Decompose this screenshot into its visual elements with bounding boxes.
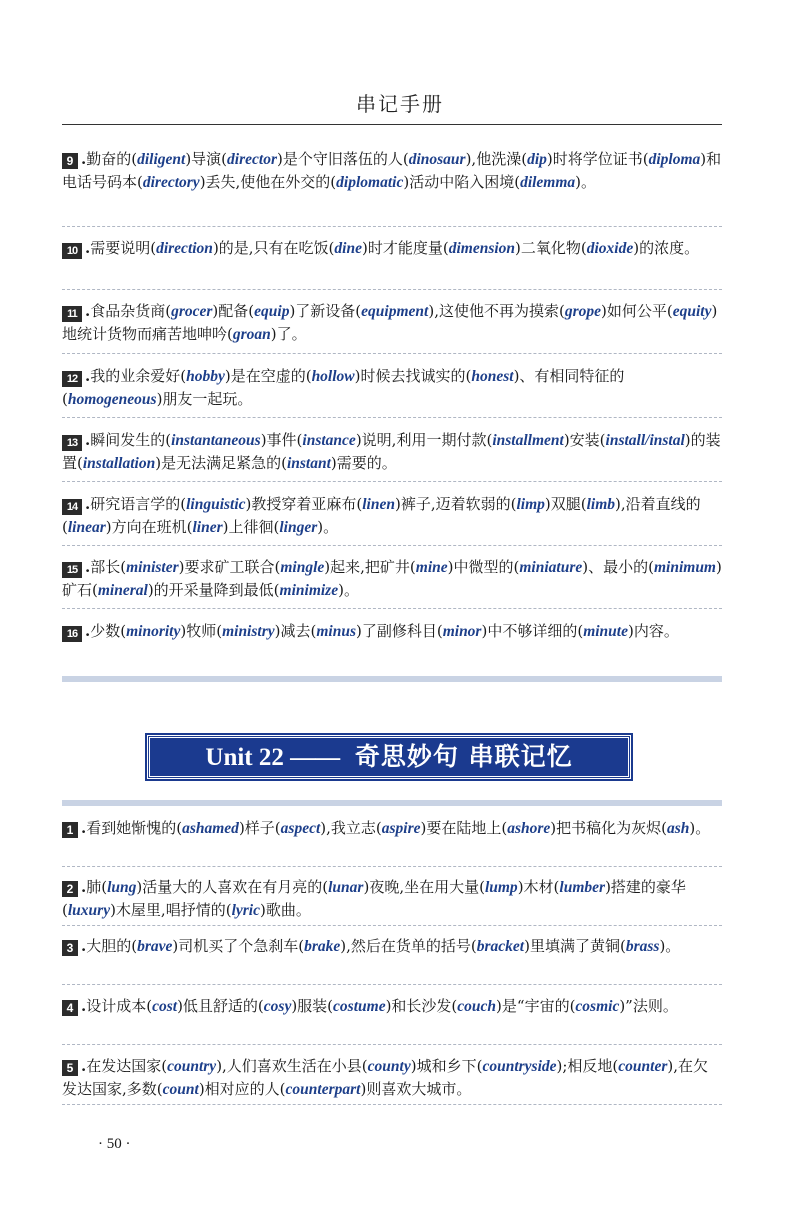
chinese-text: )要求矿工联合( xyxy=(178,558,281,576)
chinese-text: )导演( xyxy=(185,150,228,168)
english-word: equip xyxy=(254,303,290,320)
chinese-text: )夜晚,坐在用大量( xyxy=(363,878,485,896)
english-word: aspect xyxy=(280,820,321,837)
chinese-text: )是“宇宙的( xyxy=(496,997,576,1015)
chinese-text: 看到她惭愧的( xyxy=(86,819,183,837)
english-word: lung xyxy=(107,879,137,896)
item-number-dot: . xyxy=(81,150,87,168)
chinese-text: )上徘徊( xyxy=(222,518,280,536)
chinese-text: )是无法满足紧急的( xyxy=(155,454,287,472)
english-word: liner xyxy=(192,519,223,536)
item-number-dot: . xyxy=(81,819,87,837)
item-number-badge: 13 xyxy=(62,435,82,451)
english-word: instant xyxy=(286,455,331,472)
english-word: mingle xyxy=(280,559,325,576)
english-word: honest xyxy=(471,368,514,385)
item-divider xyxy=(62,866,722,867)
chinese-text: 食品杂货商( xyxy=(90,302,172,320)
undefined-item-13 xyxy=(62,429,722,475)
chinese-text: ),这使他不再为摸索( xyxy=(428,302,565,320)
chinese-text: )把书稿化为灰烬( xyxy=(550,819,668,837)
english-word: counter xyxy=(618,1058,668,1075)
chinese-text: )内容。 xyxy=(627,622,679,640)
item-number-dot: . xyxy=(81,937,87,955)
chinese-text: )是个守旧落伍的人( xyxy=(276,150,409,168)
english-word: installment xyxy=(492,432,564,449)
chinese-text: ),沿着直线的( xyxy=(62,495,701,536)
chinese-text: )是在空虚的( xyxy=(224,367,312,385)
chinese-text: )二氧化物( xyxy=(515,239,587,257)
english-word: ash xyxy=(667,820,690,837)
item-divider xyxy=(62,1044,722,1045)
english-word: minority xyxy=(126,623,181,640)
item-number-dot: . xyxy=(85,622,91,640)
item-number-badge: 9 xyxy=(62,153,78,169)
header-rule xyxy=(62,124,722,125)
item-divider xyxy=(62,925,722,926)
chinese-text: 研究语言学的( xyxy=(90,495,187,513)
chinese-text: )要在陆地上( xyxy=(420,819,508,837)
chinese-text: 瞬间发生的( xyxy=(90,431,172,449)
chinese-text: )方向在班机( xyxy=(105,518,193,536)
chinese-text: )牧师( xyxy=(180,622,223,640)
undefined-item-1 xyxy=(62,817,722,840)
english-word: lyric xyxy=(231,902,260,919)
english-word: equity xyxy=(672,303,712,320)
english-word: cosmic xyxy=(575,998,620,1015)
english-word: county xyxy=(367,1058,411,1075)
chinese-text: )中不够详细的( xyxy=(481,622,584,640)
chinese-text: )了副修科目( xyxy=(355,622,443,640)
english-word: minor xyxy=(442,623,482,640)
chinese-text: )、最小的( xyxy=(582,558,654,576)
english-word: directory xyxy=(142,174,200,191)
english-word: limb xyxy=(586,496,616,513)
english-word: minute xyxy=(583,623,628,640)
item-number-badge: 4 xyxy=(62,1000,78,1016)
undefined-item-2 xyxy=(62,876,722,922)
english-word: linguistic xyxy=(186,496,246,513)
english-word: couch xyxy=(457,998,497,1015)
english-word: grocer xyxy=(171,303,213,320)
item-divider xyxy=(62,984,722,985)
english-word: dinosaur xyxy=(408,151,466,168)
chinese-text: ),人们喜欢生活在小县( xyxy=(216,1057,368,1075)
english-word: diplomatic xyxy=(336,174,404,191)
chinese-text: )双腿( xyxy=(544,495,587,513)
chinese-text: )丢失,使他在外交的( xyxy=(199,173,337,191)
english-word: minimize xyxy=(279,582,339,599)
item-number-dot: . xyxy=(85,367,91,385)
chinese-text: )的装置( xyxy=(62,431,721,472)
english-word: minister xyxy=(126,559,179,576)
english-word: linear xyxy=(67,519,106,536)
english-word: equipment xyxy=(361,303,429,320)
english-word: linger xyxy=(279,519,318,536)
chinese-text: 勤奋的( xyxy=(86,150,138,168)
undefined-item-9 xyxy=(62,148,722,194)
chinese-text: )和长沙发( xyxy=(385,997,458,1015)
english-word: counterpart xyxy=(285,1081,361,1098)
unit-title-banner xyxy=(147,735,631,779)
chinese-text: ),他洗澡( xyxy=(465,150,528,168)
chinese-text: )时将学位证书( xyxy=(546,150,649,168)
english-word: luxury xyxy=(67,902,111,919)
english-word: ministry xyxy=(222,623,275,640)
english-word: dilemma xyxy=(520,174,576,191)
chinese-text: );相反地( xyxy=(556,1057,619,1075)
chinese-text: )中微型的( xyxy=(447,558,520,576)
english-word: hollow xyxy=(311,368,355,385)
item-number-badge: 14 xyxy=(62,499,82,515)
chinese-text: )说明,利用一期付款( xyxy=(355,431,493,449)
chinese-text: )。 xyxy=(317,518,339,536)
undefined-item-3 xyxy=(62,935,722,958)
english-word: homogeneous xyxy=(67,391,157,408)
chinese-text: )和电话号码本( xyxy=(62,150,722,191)
undefined-item-11 xyxy=(62,300,722,346)
chinese-text: )安装( xyxy=(563,431,606,449)
chinese-text: )活量大的人喜欢在有月亮的( xyxy=(136,878,329,896)
chinese-text: )则喜欢大城市。 xyxy=(360,1080,472,1098)
chinese-text: )如何公平( xyxy=(601,302,673,320)
english-word: diligent xyxy=(137,151,186,168)
chinese-text: )事件( xyxy=(260,431,303,449)
chinese-text: 在发达国家( xyxy=(86,1057,168,1075)
english-word: hobby xyxy=(186,368,225,385)
chinese-text: )、有相同特征的( xyxy=(62,367,625,408)
item-number-badge: 11 xyxy=(62,306,82,322)
undefined-item-12 xyxy=(62,365,722,411)
chinese-text: )裤子,迈着软弱的( xyxy=(394,495,517,513)
english-word: country xyxy=(167,1058,217,1075)
chinese-text: )时候去找诚实的( xyxy=(354,367,472,385)
item-number-badge: 10 xyxy=(62,243,82,259)
chinese-text: 我的业余爱好( xyxy=(90,367,187,385)
english-word: miniature xyxy=(519,559,583,576)
chinese-text: 肺( xyxy=(86,878,108,896)
english-word: dioxide xyxy=(586,240,634,257)
undefined-item-5 xyxy=(62,1055,722,1101)
item-number-dot: . xyxy=(85,558,91,576)
chinese-text: ),在欠发达国家,多数( xyxy=(62,1057,708,1098)
item-divider xyxy=(62,608,722,609)
chinese-text: )地统计货物而痛苦地呻吟( xyxy=(62,302,718,343)
chinese-text: )活动中陷入困境( xyxy=(403,173,521,191)
item-number-badge: 15 xyxy=(62,562,82,578)
english-word: dip xyxy=(527,151,547,168)
english-word: cosy xyxy=(263,998,292,1015)
undefined-item-4 xyxy=(62,995,722,1018)
english-word: count xyxy=(162,1081,199,1098)
english-word: instantaneous xyxy=(171,432,261,449)
chinese-text: )。 xyxy=(689,819,711,837)
page-header-title: 串记手册 xyxy=(356,92,444,116)
item-divider xyxy=(62,1104,722,1105)
chinese-text: )的是,只有在吃饭( xyxy=(212,239,335,257)
item-number-dot: . xyxy=(85,431,91,449)
english-word: ashamed xyxy=(182,820,239,837)
item-divider xyxy=(62,417,722,418)
chinese-text: )”法则。 xyxy=(619,997,678,1015)
chinese-text: )服装( xyxy=(291,997,334,1015)
chinese-text: )起来,把矿井( xyxy=(324,558,416,576)
item-divider xyxy=(62,289,722,290)
english-word: instance xyxy=(302,432,356,449)
chinese-text: )时才能度量( xyxy=(361,239,449,257)
english-word: brake xyxy=(304,938,341,955)
unit-title-en: Unit 22 —— xyxy=(205,744,341,771)
chinese-text: ),然后在货单的括号( xyxy=(340,937,477,955)
chinese-text: 设计成本( xyxy=(86,997,153,1015)
chinese-text: )矿石( xyxy=(62,558,722,599)
chinese-text: )了。 xyxy=(270,325,307,343)
section-band-top xyxy=(62,676,722,682)
item-number-badge: 3 xyxy=(62,940,78,956)
item-number-badge: 16 xyxy=(62,626,82,642)
english-word: installation xyxy=(82,455,156,472)
page-number: · 50 · xyxy=(98,1136,131,1152)
chinese-text: )的开采量降到最低( xyxy=(147,581,280,599)
english-word: dine xyxy=(334,240,362,257)
english-word: groan xyxy=(232,326,271,343)
item-divider xyxy=(62,226,722,227)
item-number-badge: 5 xyxy=(62,1060,78,1076)
english-word: install/instal xyxy=(605,432,685,449)
english-word: lumber xyxy=(559,879,606,896)
unit-title-zh: 奇思妙句 串联记忆 xyxy=(354,742,573,771)
item-number-badge: 1 xyxy=(62,822,78,838)
chinese-text: )城和乡下( xyxy=(410,1057,483,1075)
english-word: limp xyxy=(516,496,545,513)
chinese-text: )相对应的人( xyxy=(198,1080,286,1098)
item-number-badge: 2 xyxy=(62,881,78,897)
english-word: bracket xyxy=(476,938,525,955)
english-word: diploma xyxy=(648,151,701,168)
chinese-text: )里填满了黄铜( xyxy=(524,937,626,955)
english-word: mine xyxy=(415,559,448,576)
chinese-text: )木材( xyxy=(517,878,560,896)
chinese-text: 部长( xyxy=(90,558,127,576)
chinese-text: )需要的。 xyxy=(330,454,397,472)
english-word: countryside xyxy=(482,1058,557,1075)
chinese-text: )。 xyxy=(338,581,359,599)
chinese-text: )了新设备( xyxy=(289,302,362,320)
english-word: linen xyxy=(362,496,395,513)
english-word: minus xyxy=(316,623,356,640)
chinese-text: )搭建的豪华( xyxy=(62,878,686,919)
chinese-text: )教授穿着亚麻布( xyxy=(245,495,363,513)
item-divider xyxy=(62,545,722,546)
english-word: direction xyxy=(156,240,213,257)
chinese-text: )。 xyxy=(575,173,597,191)
item-number-dot: . xyxy=(85,239,91,257)
chinese-text: )木屋里,唱抒情的( xyxy=(110,901,232,919)
chinese-text: )样子( xyxy=(238,819,281,837)
english-word: brass xyxy=(625,938,660,955)
undefined-item-15 xyxy=(62,556,722,602)
english-word: mineral xyxy=(97,582,148,599)
chinese-text: )减去( xyxy=(274,622,317,640)
chinese-text: )朋友一起玩。 xyxy=(156,390,253,408)
item-divider xyxy=(62,353,722,354)
undefined-item-14 xyxy=(62,493,722,539)
chinese-text: 少数( xyxy=(90,622,127,640)
chinese-text: )配备( xyxy=(212,302,255,320)
english-word: ashore xyxy=(507,820,551,837)
chinese-text: )的浓度。 xyxy=(633,239,700,257)
chinese-text: )司机买了个急刹车( xyxy=(172,937,305,955)
chinese-text: 大胆的( xyxy=(86,937,138,955)
chinese-text: 需要说明( xyxy=(90,239,157,257)
item-divider xyxy=(62,481,722,482)
english-word: cost xyxy=(152,998,178,1015)
english-word: lunar xyxy=(328,879,364,896)
english-word: aspire xyxy=(381,820,421,837)
english-word: brave xyxy=(137,938,173,955)
undefined-item-16 xyxy=(62,620,722,643)
item-number-dot: . xyxy=(81,997,87,1015)
english-word: director xyxy=(227,151,277,168)
item-number-dot: . xyxy=(81,878,87,896)
item-number-dot: . xyxy=(81,1057,87,1075)
undefined-item-10 xyxy=(62,237,722,260)
chinese-text: )歌曲。 xyxy=(259,901,311,919)
english-word: lump xyxy=(484,879,518,896)
item-number-badge: 12 xyxy=(62,371,82,387)
chinese-text: )。 xyxy=(659,937,681,955)
section-band-bottom xyxy=(62,800,722,806)
english-word: grope xyxy=(564,303,601,320)
chinese-text: )低且舒适的( xyxy=(177,997,264,1015)
english-word: minimum xyxy=(653,559,716,576)
item-number-dot: . xyxy=(85,302,91,320)
item-number-dot: . xyxy=(85,495,91,513)
english-word: costume xyxy=(333,998,386,1015)
chinese-text: ),我立志( xyxy=(320,819,382,837)
english-word: dimension xyxy=(448,240,516,257)
